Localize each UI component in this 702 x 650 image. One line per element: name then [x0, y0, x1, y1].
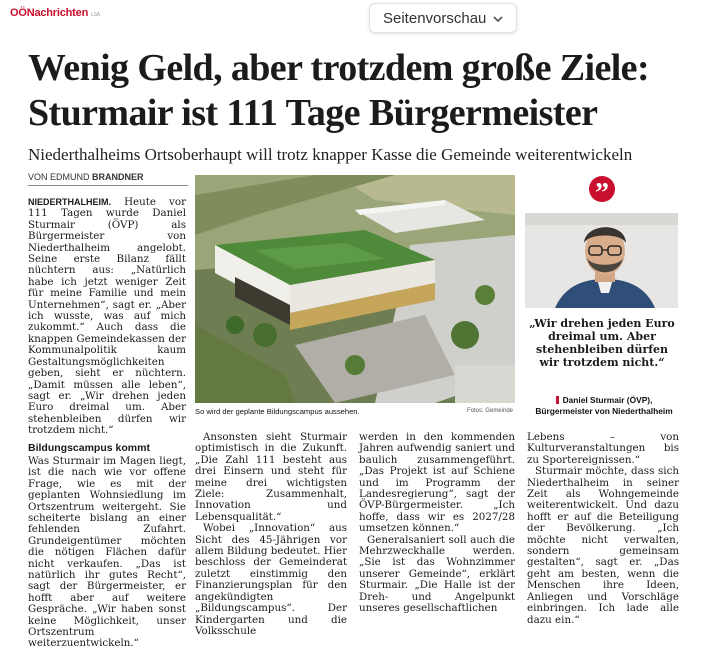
body-paragraph-7: Sturmair möchte, dass sich Niederthalheim in seiner Zeit als Wohngemeinde weiterentwickelt. Und dazu hofft er auf die Beteiligung der Bevölkerung. „Ich möchte nicht verwalten, sondern gemeinsam gestalten“, sagt er. „Das geht am besten, wenn die Menschen ihre Ideen, Anliegen und Vorschläge einbringen. Ich lade alle dazu ein.“: [527, 465, 679, 626]
campus-rendering-image: [195, 175, 515, 403]
article-column-3: [359, 432, 515, 615]
portrait-image: [525, 213, 678, 308]
body-paragraph-3: Wobei „Innovation“ aus Sicht des 45-Jährigen vor allem Bildung bedeutet. Hier beschloss der Gemeinderat zuletzt einstimmig den Finanzierungsplan für den angekündigten „Bildungscampus“. Der Kindergarten und die Volksschule: [195, 522, 347, 637]
view-select-dropdown[interactable]: [369, 3, 517, 33]
brand-logo: [10, 7, 100, 19]
top-bar: [0, 0, 702, 34]
quote-author: Daniel Sturmair (ÖVP),: [562, 395, 653, 405]
headline-line-2: Sturmair ist 111 Tage Bürgermeister: [28, 92, 598, 134]
article-column-1: [28, 197, 186, 650]
view-select-label: Seitenvorschau: [383, 9, 487, 27]
article-column-2: [195, 432, 347, 637]
intro-text: Heute vor 111 Tagen wurde Daniel Sturmair (ÖVP) als Bürgermeister von Niederthalheim angelobt. Seine erste Bilanz fällt nüchtern aus: „Natürlich habe ich jetzt weniger Zeit für meine Familie und mein Unternehmen“, sagt er. „Aber ich wusste, was auf mich zukommt.“ Auch dass die knappen Gemeindekassen der Kommunalpolitik kaum Gestaltungsmöglichkeiten geben, sieht er nüchtern. „Damit müssen alle leben“, sagt er. „Wir drehen jeden Euro dreimal um. Aber stehenbleiben dürfen wir trotzdem nicht.“: [28, 196, 186, 437]
quote-role: Bürgermeister von Niederthalheim: [535, 406, 673, 416]
quote-icon: ”: [589, 176, 615, 202]
caption-text: So wird der geplante Bildungscampus aussehen.: [195, 407, 360, 416]
byline-divider: [28, 185, 188, 186]
headline: [28, 46, 688, 136]
attribution-marker: [556, 396, 559, 404]
body-paragraph-1: Was Sturmair im Magen liegt, ist die nach wie vor offene Frage, wie es mit der geplanten Wohnsiedlung im Ortszentrum weitergeht. Sie scheiterte bislang an einer fehlenden Zufahrt. Grundeigentümer möchten die nötigen Flächen dafür nicht verkaufen. „Das ist natürlich ihr gutes Recht“, sagt der Bürgermeister, er hofft aber auf weitere Gespräche. „Wir haben sonst keine Möglichkeit, unser Ortszentrum weiterzuentwickeln.“: [28, 454, 186, 650]
quote-attribution: [528, 395, 680, 417]
brand-name: OÖNachrichten: [10, 7, 89, 19]
image-caption: [195, 407, 515, 416]
byline-author: BRANDNER: [92, 172, 144, 182]
body-paragraph-5: Generalsaniert soll auch die Mehrzweckhalle werden. „Sie ist das Wohnzimmer unserer Gemeinde“, erklärt Sturmair. „Die Halle ist der Dreh- und Angelpunkt unseres gesellschaftlichen: [359, 533, 515, 615]
byline: [28, 172, 144, 182]
brand-suffix: LSA: [91, 12, 100, 18]
byline-prefix: VON EDMUND: [28, 172, 90, 182]
headline-line-1: Wenig Geld, aber trotzdem große Ziele:: [28, 47, 649, 89]
subheadline: Niederthalheims Ortsoberhaupt will trotz knapper Kasse die Gemeinde weiterentwickeln: [28, 145, 633, 164]
intro-paragraph: [28, 197, 186, 437]
body-paragraph-2: Ansonsten sieht Sturmair optimistisch in die Zukunft. „Die Zahl 111 besteht aus drei Einsern und steht für meine drei wichtigsten Ziele: Zusammenhalt, Innovation und Lebensqualität.“: [195, 431, 347, 523]
body-paragraph-4: werden in den kommenden Jahren aufwendig saniert und baulich zusammengeführt. „Das Projekt ist auf Schiene und im Programm der Landesregierung“, sagt der ÖVP-Bürgermeister. „Ich hoffe, dass wir es 2027/28 umsetzen können.“: [359, 431, 515, 535]
body-paragraph-6: Lebens – von Kulturveranstaltungen bis zu Sportereignissen.“: [527, 431, 679, 466]
article-column-4: [527, 432, 679, 626]
pull-quote: „Wir drehen jeden Euro dreimal um. Aber stehenbleiben dürfen wir trotzdem nicht.“: [529, 317, 675, 369]
dateline: NIEDERTHALHEIM.: [28, 197, 111, 207]
section-subtitle: Bildungscampus kommt: [28, 441, 150, 454]
image-credit: Fotos: Gemeinde: [466, 408, 513, 414]
chevron-down-icon: [492, 10, 504, 28]
